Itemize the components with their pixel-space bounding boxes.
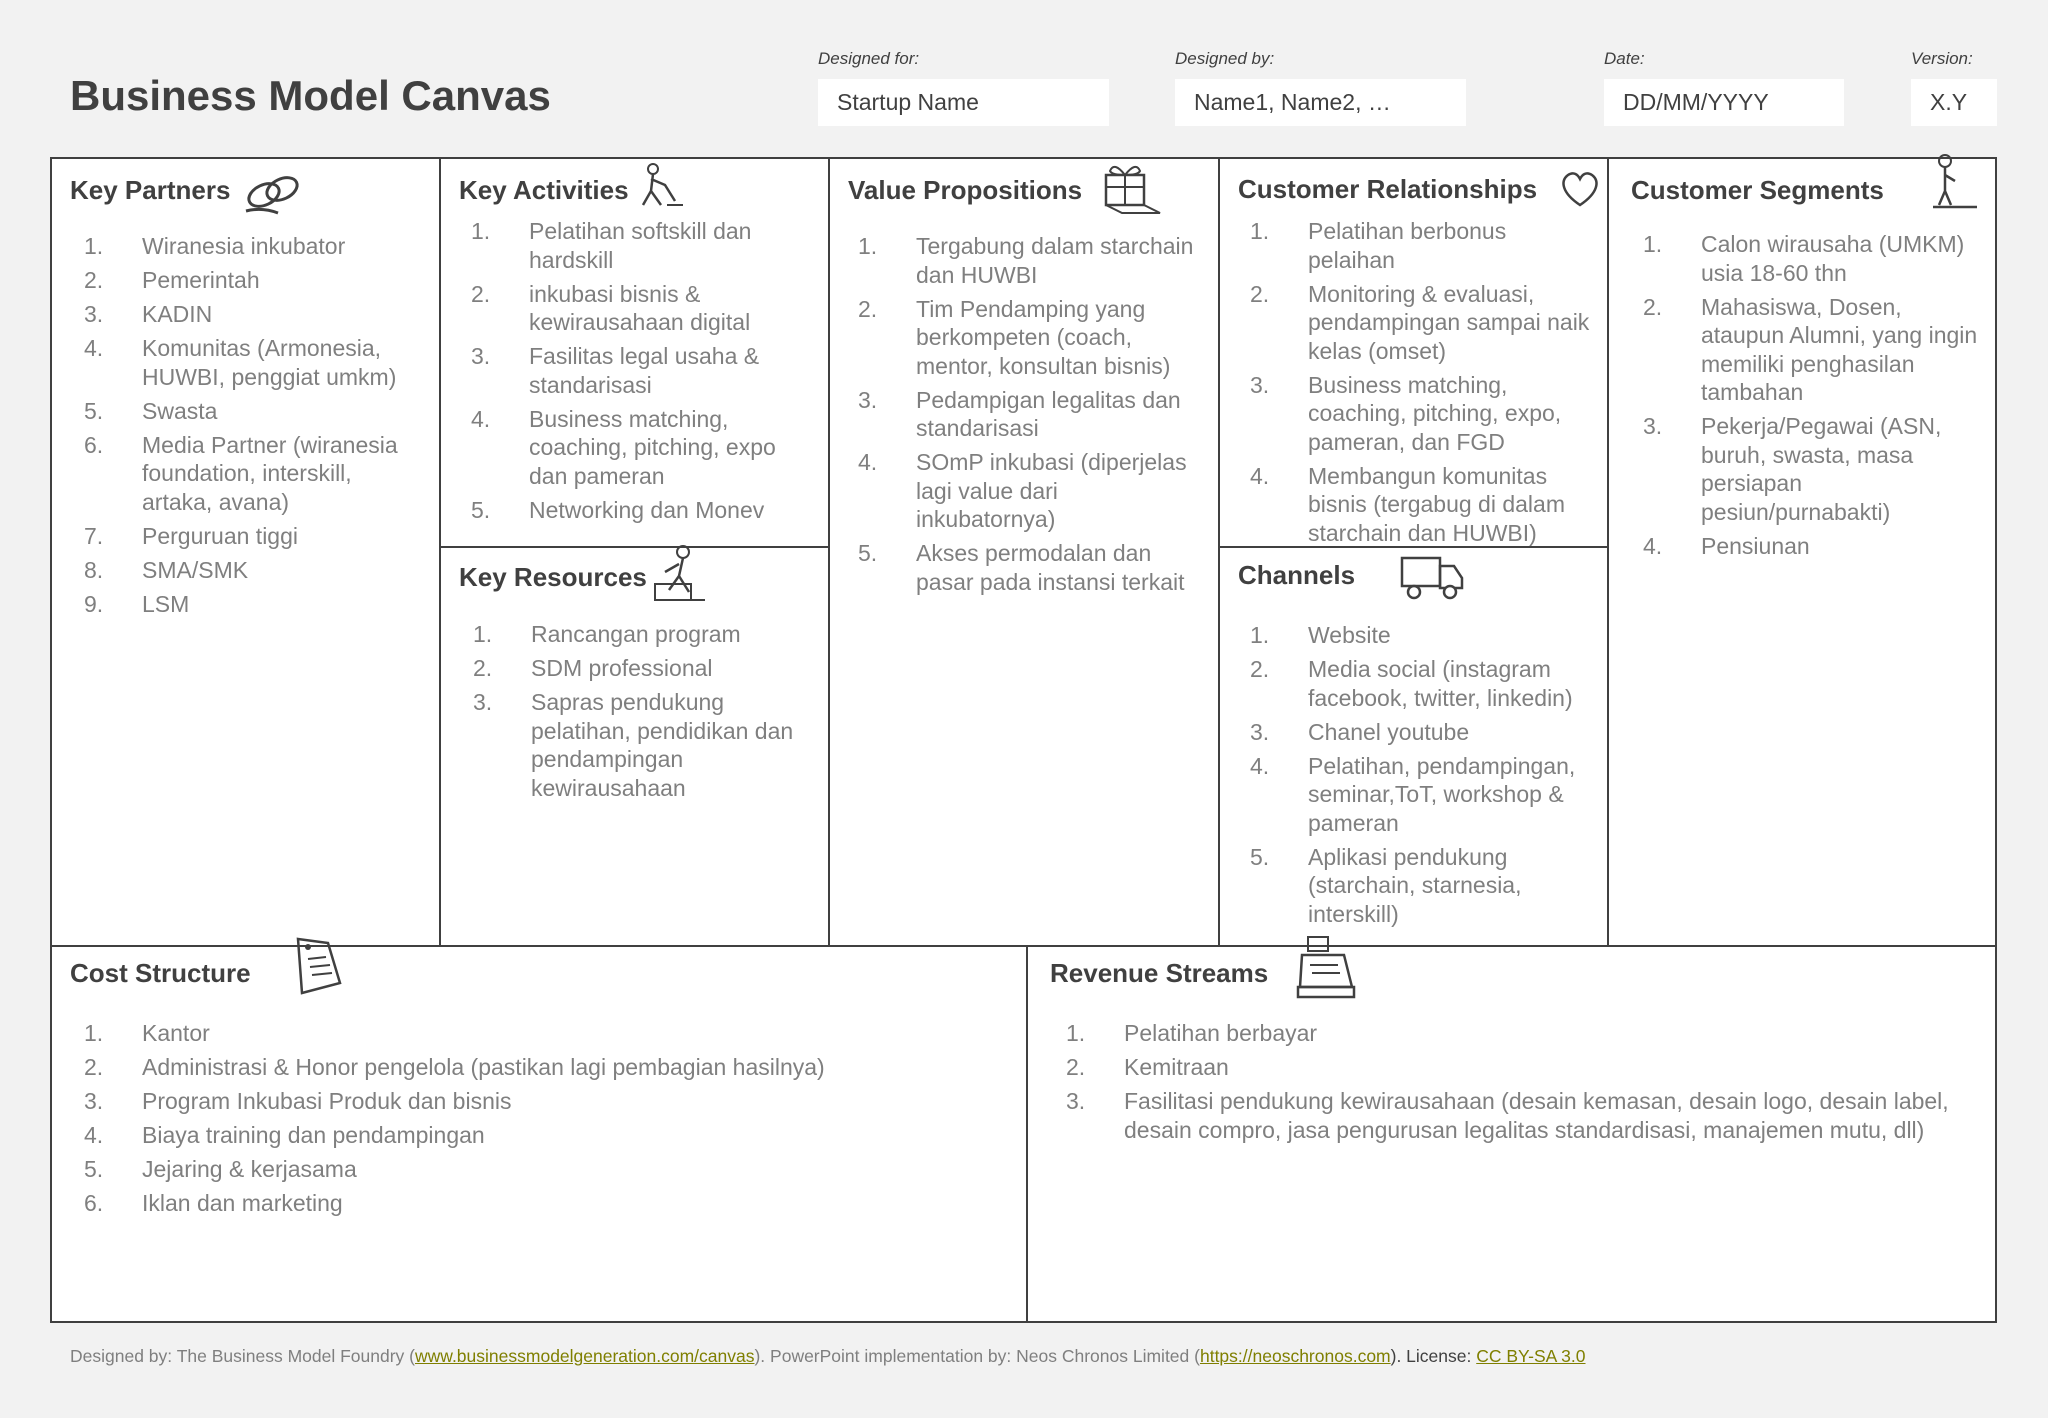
list-item-text: Program Inkubasi Produk dan bisnis: [142, 1088, 512, 1114]
designed-by-label: Designed by:: [1175, 49, 1275, 68]
list-item-text: Akses permodalan dan pasar pada instansi terkait: [916, 540, 1185, 595]
list-item-number: 1.: [1250, 218, 1270, 244]
list-item-text: SMA/SMK: [142, 556, 249, 583]
list-item: [1250, 655, 1595, 712]
list-item-number: 4.: [1250, 752, 1270, 779]
list-item-number: 2.: [473, 655, 493, 681]
cost-structure-title: Cost Structure: [70, 958, 251, 988]
footer-link-license[interactable]: CC BY-SA 3.0: [1476, 1346, 1586, 1366]
list-item: [84, 590, 424, 619]
list-item-number: 1.: [1250, 622, 1270, 648]
list-item-number: 3.: [84, 301, 104, 327]
person-icon: [1925, 151, 1981, 215]
list-item-number: 5.: [84, 397, 104, 424]
footer-link-neos[interactable]: https://neoschronos.com: [1199, 1346, 1391, 1366]
list-item: [1643, 412, 1978, 526]
list-item-number: 2.: [1250, 280, 1270, 307]
factory-worker-icon: [649, 542, 709, 608]
list-item-text: Media Partner (wiranesia foundation, interskill, artaka, avana): [142, 431, 398, 515]
list-item-number: 5.: [858, 540, 878, 566]
designed-by-field[interactable]: Name1, Name2, …: [1175, 79, 1466, 126]
list-item-text: Fasilitasi pendukung kewirausahaan (desain kemasan, desain logo, desain label, desain compro, jasa pengurusan legalitas standardisasi, manajemen mutu, dll): [1124, 1088, 1949, 1143]
list-item-text: Kemitraan: [1124, 1054, 1229, 1080]
cash-register-icon: [1294, 933, 1360, 1003]
list-item-number: 2.: [84, 267, 104, 293]
delivery-truck-icon: [1396, 552, 1466, 604]
list-item: [471, 405, 811, 491]
heart-icon: [1558, 167, 1602, 211]
list-item-text: Perguruan tiggi: [142, 522, 298, 549]
list-item: [858, 232, 1203, 289]
list-item-number: 4.: [1643, 532, 1663, 559]
gift-icon: [1098, 159, 1164, 217]
list-item-text: KADIN: [142, 301, 213, 327]
list-item: [84, 1087, 1004, 1116]
list-item-text: Monitoring & evaluasi, pendampingan sampai naik kelas (omset): [1308, 280, 1590, 364]
footer-link-bmg[interactable]: www.businessmodelgeneration.com/canvas: [415, 1346, 755, 1366]
key-resources-block: [441, 548, 828, 945]
list-item-number: 5.: [1250, 843, 1270, 870]
list-item-number: 3.: [1250, 371, 1270, 398]
list-item-number: 2.: [1643, 293, 1663, 320]
list-item: [84, 522, 424, 551]
key-partners-list: [84, 232, 424, 624]
list-item: [473, 688, 813, 802]
customer-relationships-block: [1220, 159, 1607, 546]
list-item: [84, 1053, 1004, 1082]
list-item: [84, 1155, 1004, 1184]
list-item: [1066, 1019, 1966, 1048]
list-item: [84, 232, 424, 261]
list-item: [1250, 462, 1595, 548]
key-partners-title: Key Partners: [70, 175, 231, 205]
value-propositions-list: [858, 232, 1203, 602]
footer-text: Designed by: The Business Model Foundry (: [70, 1346, 415, 1366]
list-item-number: 3.: [473, 689, 493, 715]
list-item-number: 5.: [84, 1156, 104, 1182]
list-item: [473, 620, 813, 649]
channels-list: [1250, 621, 1595, 934]
channels-block: [1220, 548, 1607, 945]
customer-segments-list: [1643, 230, 1978, 566]
designed-for-label: Designed for:: [818, 49, 920, 68]
list-item-number: 3.: [1066, 1088, 1086, 1114]
version-label: Version:: [1911, 49, 1973, 68]
list-item-text: Chanel youtube: [1308, 718, 1470, 745]
list-item-text: Pensiunan: [1701, 532, 1810, 559]
cost-structure-list: [84, 1019, 1004, 1223]
list-item: [84, 431, 424, 517]
key-resources-title: Key Resources: [459, 562, 647, 592]
list-item-number: 8.: [84, 556, 104, 583]
list-item-number: 3.: [1250, 718, 1270, 745]
list-item-number: 1.: [84, 233, 104, 259]
page-title: Business Model Canvas: [70, 72, 551, 119]
list-item: [858, 539, 1203, 596]
key-activities-list: [471, 217, 811, 530]
list-item-number: 1.: [1066, 1020, 1086, 1046]
list-item-number: 2.: [84, 1054, 104, 1080]
list-item: [471, 342, 811, 399]
footer-text: ). PowerPoint implementation by: Neos Chronos Limited (: [754, 1346, 1200, 1366]
list-item-number: 4.: [1250, 462, 1270, 489]
list-item-text: Tim Pendamping yang berkompeten (coach, mentor, konsultan bisnis): [916, 295, 1171, 379]
list-item-text: Rancangan program: [531, 621, 741, 647]
list-item-text: Pelatihan berbayar: [1124, 1020, 1318, 1046]
list-item-number: 4.: [858, 449, 878, 475]
list-item: [1250, 752, 1595, 838]
list-item: [473, 654, 813, 683]
key-activities-title: Key Activities: [459, 175, 629, 205]
revenue-streams-block: [1028, 947, 1995, 1321]
list-item: [1250, 621, 1595, 650]
list-item-text: Pedampigan legalitas dan standarisasi: [916, 386, 1181, 441]
chain-link-icon: [242, 167, 306, 217]
date-field[interactable]: DD/MM/YYYY: [1604, 79, 1844, 126]
list-item-text: Jejaring & kerjasama: [142, 1156, 357, 1182]
business-model-canvas: [50, 157, 1997, 1323]
list-item-number: 2.: [471, 280, 491, 307]
worker-icon: [631, 161, 685, 211]
list-item-text: Pemerintah: [142, 267, 260, 293]
list-item-number: 3.: [471, 343, 491, 369]
list-item: [1643, 532, 1978, 561]
list-item: [1250, 718, 1595, 747]
list-item: [1643, 230, 1978, 287]
list-item-text: Pelatihan berbonus pelaihan: [1308, 218, 1507, 273]
list-item-number: 9.: [84, 590, 104, 617]
list-item: [471, 280, 811, 337]
list-item: [84, 1121, 1004, 1150]
list-item-text: Iklan dan marketing: [142, 1190, 343, 1216]
list-item: [84, 334, 424, 391]
list-item-text: Pelatihan, pendampingan, seminar,ToT, workshop & pameran: [1308, 752, 1576, 836]
revenue-streams-list: [1066, 1019, 1966, 1150]
list-item-text: Pekerja/Pegawai (ASN, buruh, swasta, masa persiapan pesiun/purnabakti): [1701, 413, 1942, 525]
list-item-number: 4.: [84, 335, 104, 361]
date-label: Date:: [1604, 49, 1645, 68]
list-item: [84, 397, 424, 426]
revenue-streams-title: Revenue Streams: [1050, 958, 1269, 988]
list-item-text: SDM professional: [531, 655, 713, 681]
list-item-number: 1.: [471, 218, 491, 244]
list-item-text: Fasilitas legal usaha & standarisasi: [529, 343, 760, 398]
list-item-number: 1.: [858, 233, 878, 259]
list-item-text: inkubasi bisnis & kewirausahaan digital: [529, 280, 751, 335]
list-item: [84, 300, 424, 329]
list-item-text: Business matching, coaching, pitching, expo dan pameran: [529, 405, 776, 489]
list-item-text: Aplikasi pendukung (starchain, starnesia, interskill): [1308, 843, 1522, 927]
list-item-number: 3.: [84, 1088, 104, 1114]
list-item-text: Swasta: [142, 397, 218, 424]
footer-text: ). License:: [1390, 1346, 1477, 1366]
list-item-number: 2.: [1250, 656, 1270, 682]
list-item-number: 1.: [1643, 231, 1663, 257]
key-activities-block: [441, 159, 828, 546]
list-item: [1066, 1087, 1966, 1144]
list-item: [1250, 217, 1595, 274]
list-item: [858, 386, 1203, 443]
list-item: [84, 1019, 1004, 1048]
list-item-text: Membangun komunitas bisnis (tergabug di dalam starchain dan HUWBI): [1308, 462, 1565, 546]
value-propositions-block: [830, 159, 1218, 945]
list-item-number: 6.: [84, 1190, 104, 1216]
list-item-text: Media social (instagram facebook, twitter, linkedin): [1308, 656, 1573, 711]
price-tag-icon: [278, 933, 348, 999]
list-item-text: Wiranesia inkubator: [142, 233, 346, 259]
list-item: [84, 266, 424, 295]
cost-structure-block: [52, 947, 1026, 1321]
list-item-text: Sapras pendukung pelatihan, pendidikan dan pendampingan kewirausahaan: [531, 689, 794, 801]
list-item-text: Komunitas (Armonesia, HUWBI, penggiat umkm): [142, 335, 397, 390]
customer-relationships-list: [1250, 217, 1595, 553]
list-item: [471, 217, 811, 274]
customer-relationships-title: Customer Relationships: [1238, 174, 1538, 204]
key-resources-list: [473, 620, 813, 808]
value-propositions-title: Value Propositions: [848, 175, 1083, 205]
list-item-number: 3.: [858, 386, 878, 413]
list-item: [471, 496, 811, 525]
list-item-text: Networking dan Monev: [529, 496, 765, 523]
list-item-text: Mahasiswa, Dosen, ataupun Alumni, yang ingin memiliki penghasilan tambahan: [1701, 293, 1978, 405]
list-item-text: Pelatihan softskill dan hardskill: [529, 218, 752, 273]
list-item-number: 1.: [84, 1020, 104, 1046]
list-item-number: 4.: [84, 1122, 104, 1148]
list-item-text: Kantor: [142, 1020, 210, 1046]
list-item-number: 3.: [1643, 413, 1663, 439]
list-item-text: LSM: [142, 590, 190, 617]
list-item-text: Business matching, coaching, pitching, expo, pameran, dan FGD: [1308, 371, 1562, 455]
list-item-number: 1.: [473, 621, 493, 647]
list-item-number: 2.: [858, 295, 878, 322]
list-item: [1250, 280, 1595, 366]
customer-segments-block: [1609, 159, 1995, 945]
list-item-text: Website: [1308, 622, 1391, 648]
customer-segments-title: Customer Segments: [1631, 175, 1884, 205]
list-item-text: Tergabung dalam starchain dan HUWBI: [916, 233, 1194, 288]
list-item: [1250, 843, 1595, 929]
list-item: [858, 448, 1203, 534]
footer: [70, 1346, 1586, 1367]
list-item-number: 2.: [1066, 1054, 1086, 1080]
list-item-number: 5.: [471, 496, 491, 523]
list-item-text: SOmP inkubasi (diperjelas lagi value dari inkubatornya): [916, 449, 1187, 532]
list-item: [858, 295, 1203, 381]
list-item-number: 4.: [471, 405, 491, 432]
channels-title: Channels: [1238, 560, 1356, 590]
list-item: [1643, 293, 1978, 407]
list-item-text: Biaya training dan pendampingan: [142, 1122, 485, 1148]
list-item-number: 6.: [84, 431, 104, 458]
list-item: [84, 556, 424, 585]
list-item: [1066, 1053, 1966, 1082]
list-item: [1250, 371, 1595, 457]
designed-for-field[interactable]: Startup Name: [818, 79, 1109, 126]
key-partners-block: [52, 159, 439, 945]
version-field[interactable]: X.Y: [1911, 79, 1997, 126]
list-item-text: Calon wirausaha (UMKM) usia 18-60 thn: [1701, 231, 1965, 286]
list-item: [84, 1189, 1004, 1218]
list-item-text: Administrasi & Honor pengelola (pastikan lagi pembagian hasilnya): [142, 1054, 825, 1080]
list-item-number: 7.: [84, 522, 104, 549]
